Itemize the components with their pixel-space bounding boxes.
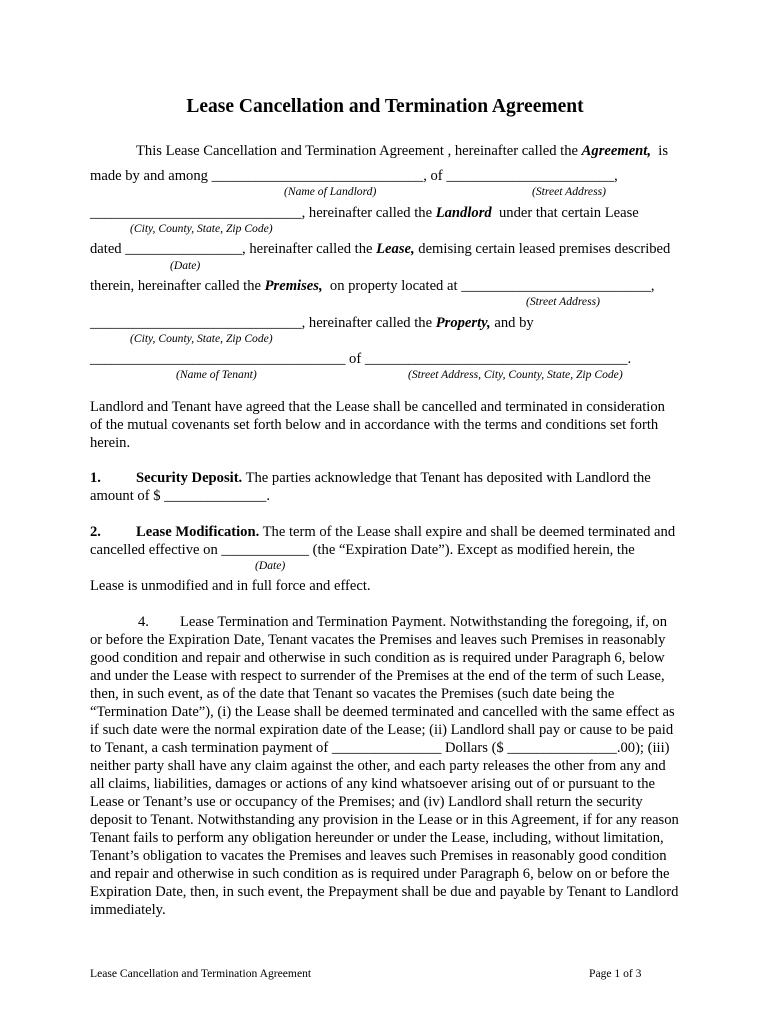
agreed-paragraph: Landlord and Tenant have agreed that the Lease shall be cancelled and terminated in consideration of the mutual covenants set forth below and in accordance with the terms and conditions set forth herein. bbox=[90, 399, 665, 451]
property-street-blank[interactable]: __________________________ bbox=[461, 278, 651, 294]
label-tenant-address: (Street Address, City, County, State, Zip Code) bbox=[408, 368, 623, 381]
label-city-county-state-zip: (City, County, State, Zip Code) bbox=[130, 222, 273, 235]
intro-line-6: _____________________________, hereinafter called the Property, and by bbox=[90, 315, 534, 331]
document-title: Lease Cancellation and Termination Agreement bbox=[186, 96, 584, 117]
label-city-county-state-zip-2: (City, County, State, Zip Code) bbox=[130, 332, 273, 345]
landlord-street-blank[interactable]: _______________________ bbox=[446, 168, 615, 184]
landlord-name-blank[interactable]: _____________________________ bbox=[211, 168, 424, 184]
intro-line-2: made by and among _____________________________, of _______________________, bbox=[90, 168, 618, 184]
section-lease-modification: 2. Lease Modification. The term of the Lease shall expire and shall be deemed terminated and cancelled effective on ____________ (the “Expiration Date”). Except as modified herein, the bbox=[90, 524, 676, 558]
landlord-city-blank[interactable]: _____________________________ bbox=[90, 205, 302, 221]
label-street-address: (Street Address) bbox=[532, 185, 606, 198]
tenant-address-blank[interactable]: ____________________________________ bbox=[364, 351, 628, 367]
label-date: (Date) bbox=[170, 259, 201, 272]
intro-line-5: therein, hereinafter called the Premises, on property located at __________________________, bbox=[90, 278, 655, 294]
section-2-continuation: Lease is unmodified and in full force and effect. bbox=[90, 578, 371, 594]
section-termination-payment: 4. Lease Termination and Termination Payment. Notwithstanding the foregoing, if, on or before the Expiration Date, Tenant vacates the Premises and leaves such Premises in reasonably good condition and repair and otherwise in such condition as is required under Paragraph 6, below and under the Lease with respect to surrender of the Premises at the end of the term of such Lease, then, in such event, as of the date that Tenant so vacates the Premises (such date being the “Termination Date”), (i) the Lease shall be deemed terminated and cancelled with the same effect as if such date were the normal expiration date of the Lease; (ii) Landlord shall pay or cause to be paid to Tenant, a cash termination payment of _______________ Dollars ($ _______________.00); (iii) neither party shall have any claim against the other, and each party releases the other from any and all claims, liabilities, damages or actions of any kind whatsoever arising out of or pursuant to the Lease or Tenant’s use or occupancy of the Premises; and (iv) Landlord shall return the security deposit to Tenant. Notwithstanding any provision in the Lease or in this Agreement, if for any reason Tenant fails to perform any obligation hereunder or under the Lease, including, without limitation, Tenant’s obligation to vacates the Premises and leaves such Premises in reasonably good condition and repair and otherwise in such condition as is required under Paragraph 6, below on or before the Expiration Date, then, in such event, the Prepayment shall be due and payable by Tenant to Landlord immediately. bbox=[90, 614, 679, 918]
label-name-of-landlord: (Name of Landlord) bbox=[284, 185, 377, 198]
property-city-blank[interactable]: _____________________________ bbox=[90, 315, 302, 331]
label-street-address-2: (Street Address) bbox=[526, 295, 600, 308]
intro-line-1: This Lease Cancellation and Termination Agreement , hereinafter called the Agreement, is bbox=[136, 143, 669, 159]
intro-line-7: ___________________________________ of ____________________________________. bbox=[90, 351, 632, 367]
page-number: Page 1 of 3 bbox=[589, 967, 642, 980]
label-expiration-date: (Date) bbox=[255, 559, 286, 572]
section-security-deposit: 1. Security Deposit. The parties acknowledge that Tenant has deposited with Landlord the amount of $ ______________. bbox=[90, 470, 651, 504]
tenant-name-blank[interactable]: ___________________________________ bbox=[90, 351, 346, 367]
label-name-of-tenant: (Name of Tenant) bbox=[176, 368, 257, 381]
footer-title: Lease Cancellation and Termination Agreement bbox=[90, 967, 312, 980]
intro-line-4: dated ________________, hereinafter called the Lease, demising certain leased premises described bbox=[90, 241, 671, 257]
lease-date-blank[interactable]: ________________ bbox=[125, 241, 243, 257]
intro-line-3: _____________________________, hereinafter called the Landlord under that certain Lease bbox=[90, 205, 639, 221]
